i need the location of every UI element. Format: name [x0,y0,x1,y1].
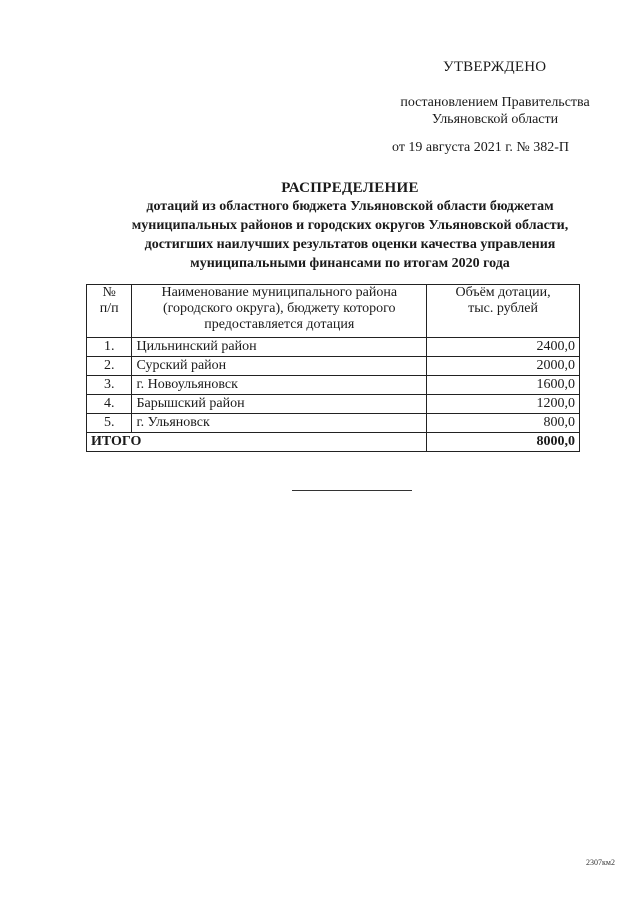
row-municipality: г. Новоульяновск [132,376,427,395]
table-row [87,338,580,357]
table-total-row [87,433,580,452]
footer-document-code: 2307км2 [586,858,615,867]
row-number: 4. [87,395,132,414]
table-header-row [87,285,580,338]
table-row [87,376,580,395]
header-number [87,285,132,338]
document-subtitle-line-2: муниципальных районов и городских округов Ульяновской области, [131,218,569,233]
row-number: 5. [87,414,132,433]
total-amount: 8000,0 [427,433,580,452]
header-municipality [132,285,427,338]
header-amount-line-2: тыс. рублей [468,301,538,316]
row-municipality: Барышский район [132,395,427,414]
header-number-line-2: п/п [99,301,119,316]
header-amount-line-1: Объём дотации, [455,285,551,300]
document-subtitle-line-1: дотаций из областного бюджета Ульяновской области бюджетам [146,199,554,214]
total-label: ИТОГО [87,433,427,452]
header-municipality-line-1: Наименование муниципального района [161,285,398,300]
row-municipality: Сурский район [132,357,427,376]
approval-authority-line-2: Ульяновской области [431,112,559,127]
approval-authority [380,94,610,128]
header-number-line-1: № [102,285,116,300]
row-municipality: г. Ульяновск [132,414,427,433]
table-row [87,357,580,376]
row-municipality: Цильнинский район [132,338,427,357]
table-row [87,414,580,433]
header-municipality-line-2: (городского округа), бюджету которого [162,301,396,316]
approval-date: от 19 августа 2021 г. № 382-П [392,140,570,155]
row-amount: 800,0 [427,414,580,433]
row-amount: 2400,0 [427,338,580,357]
row-amount: 1200,0 [427,395,580,414]
document-title: РАСПРЕДЕЛЕНИЕ [281,180,419,196]
approval-authority-line-1: постановлением Правительства [400,95,590,110]
distribution-table [86,284,580,452]
document-subtitle-line-3: достигших наилучших результатов оценки качества управления [144,237,556,252]
header-municipality-line-3: предоставляется дотация [204,317,355,332]
document-subtitle-line-4: муниципальными финансами по итогам 2020 года [190,256,510,271]
approval-stamp-title: УТВЕРЖДЕНО [443,59,547,75]
row-number: 2. [87,357,132,376]
row-amount: 1600,0 [427,376,580,395]
table-row [87,395,580,414]
row-number: 1. [87,338,132,357]
header-amount [427,285,580,338]
row-amount: 2000,0 [427,357,580,376]
closing-divider-line [292,490,412,491]
document-subtitle [70,197,630,273]
row-number: 3. [87,376,132,395]
